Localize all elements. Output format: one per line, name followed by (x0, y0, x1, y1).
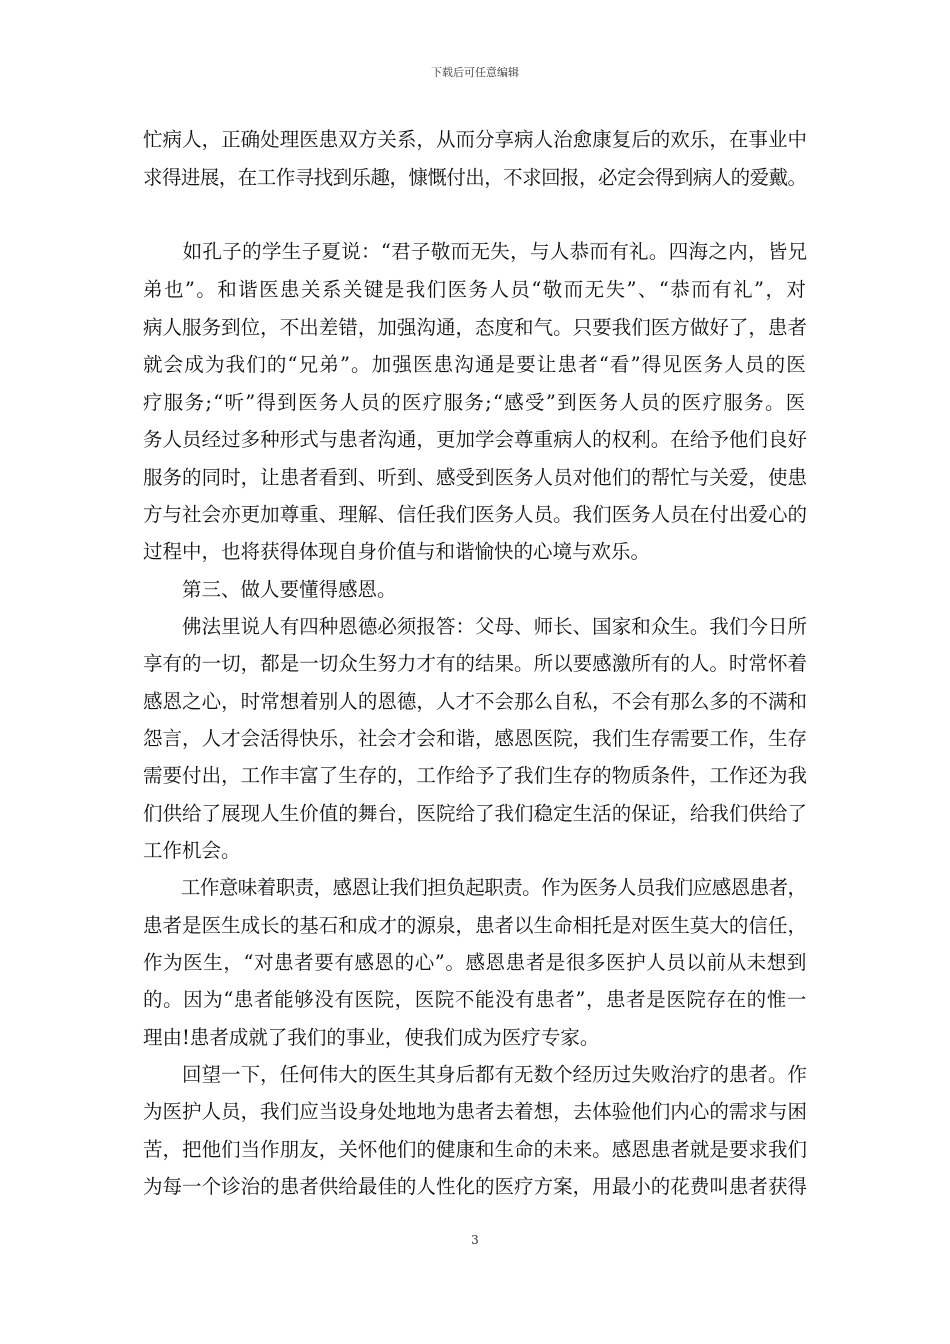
text-line: 回望一下，任何伟大的医生其身后都有无数个经历过失败治疗的患者。作 (143, 1063, 808, 1086)
text-line: 服务的同时，让患者看到、听到、感受到医务人员对他们的帮忙与关爱，使患 (143, 466, 808, 489)
page-number: 3 (471, 1233, 479, 1247)
text-line: 作为医生，“对患者要有感恩的心”。感恩患者是很多医护人员以前从未想到 (143, 951, 807, 974)
text-line: 的。因为“患者能够没有医院，医院不能没有患者”，患者是医院存在的惟一 (143, 988, 807, 1011)
text-line: 需要付出，工作丰富了生存的，工作给予了我们生存的物质条件，工作还为我 (143, 764, 808, 787)
text-line: 感恩之心，时常想着别人的恩德，人才不会那么自私，不会有那么多的不满和 (143, 690, 808, 713)
text-line: 理由!患者成就了我们的事业，使我们成为医疗专家。 (143, 1026, 600, 1049)
text-line: 第三、做人要懂得感恩。 (143, 578, 397, 601)
page-header: 下载后可任意编辑 (431, 66, 519, 79)
text-line: 求得进展，在工作寻找到乐趣，慷慨付出，不求回报，必定会得到病人的爱戴。 (143, 166, 807, 189)
text-line: 过程中，也将获得体现自身价值与和谐愉快的心境与欢乐。 (143, 540, 651, 563)
text-line: 为每一个诊治的患者供给最佳的人性化的医疗方案，用最小的花费叫患者获得 (143, 1175, 808, 1198)
text-line: 患者是医生成长的基石和成才的源泉，患者以生命相托是对医生莫大的信任， (143, 914, 808, 937)
text-line: 就会成为我们的“兄弟”。加强医患沟通是要让患者“看”得见医务人员的医 (143, 353, 807, 376)
text-line: 方与社会亦更加尊重、理解、信任我们医务人员。我们医务人员在付出爱心的 (143, 503, 808, 526)
text-line: 如孔子的学生子夏说：“君子敬而无失，与人恭而有礼。四海之内，皆兄 (143, 240, 808, 263)
text-line: 工作意味着职责，感恩让我们担负起职责。作为医务人员我们应感恩患者， (143, 876, 807, 899)
text-line: 怨言，人才会活得快乐，社会才会和谐，感恩医院，我们生存需要工作，生存 (143, 727, 808, 750)
text-line: 疗服务;“听”得到医务人员的医疗服务;“感受”到医务人员的医疗服务。医 (143, 391, 807, 414)
text-line: 病人服务到位，不出差错，加强沟通，态度和气。只要我们医方做好了，患者 (143, 316, 808, 339)
text-line: 忙病人，正确处理医患双方关系，从而分享病人治愈康复后的欢乐，在事业中 (143, 128, 808, 151)
text-line: 佛法里说人有四种恩德必须报答：父母、师长、国家和众生。我们今日所 (143, 615, 808, 638)
text-line: 工作机会。 (143, 839, 241, 862)
text-line: 为医护人员，我们应当设身处地地为患者去着想，去体验他们内心的需求与困 (143, 1100, 808, 1123)
text-line: 务人员经过多种形式与患者沟通，更加学会尊重病人的权利。在给予他们良好 (143, 428, 808, 451)
text-line: 们供给了展现人生价值的舞台，医院给了我们稳定生活的保证，给我们供给了 (143, 802, 808, 825)
text-line: 弟也”。和谐医患关系关键是我们医务人员“敬而无失”、“恭而有礼”，对 (143, 278, 808, 301)
text-line: 享有的一切，都是一切众生努力才有的结果。所以要感激所有的人。时常怀着 (143, 652, 808, 675)
text-line: 苦，把他们当作朋友，关怀他们的健康和生命的未来。感恩患者就是要求我们 (143, 1138, 808, 1161)
